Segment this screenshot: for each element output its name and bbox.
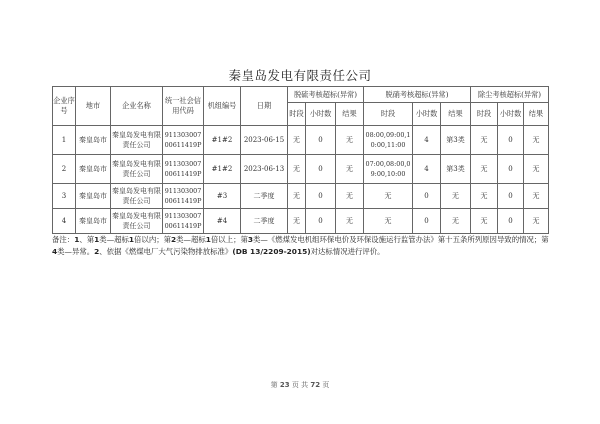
cell-dust-period: 无 <box>471 155 498 184</box>
cell-nox-period: 08:00,09:00,10:00,11:00 <box>364 126 413 155</box>
cell-credit-code: 91130300700611419P <box>163 209 204 234</box>
subheader-result: 结果 <box>441 103 471 126</box>
cell-credit-code: 91130300700611419P <box>163 126 204 155</box>
page-number: 23 <box>279 381 290 389</box>
cell-dust-result: 无 <box>524 155 549 184</box>
header-denitrification: 脱硝考核超标(异常) <box>364 87 471 103</box>
total-pages: 72 <box>310 381 321 389</box>
header-company: 企业名称 <box>111 87 163 126</box>
cell-so2-period: 无 <box>288 155 306 184</box>
header-city: 地市 <box>76 87 111 126</box>
note-number: 2 <box>171 235 177 244</box>
note-prefix: 备注： <box>52 235 75 244</box>
cell-so2-period: 无 <box>288 184 306 209</box>
header-row <box>53 87 549 103</box>
cell-nox-result: 第3类 <box>441 155 471 184</box>
cell-so2-hours: 0 <box>306 209 336 234</box>
cell-dust-hours: 0 <box>498 184 524 209</box>
cell-credit-code: 91130300700611419P <box>163 184 204 209</box>
cell-dust-result: 无 <box>524 184 549 209</box>
table-row <box>53 209 549 234</box>
cell-so2-hours: 0 <box>306 184 336 209</box>
note-text: 类—超标 <box>176 235 206 244</box>
cell-nox-hours: 0 <box>413 184 441 209</box>
cell-date: 2023-06-13 <box>241 155 288 184</box>
page-footer <box>0 380 600 390</box>
cell-unit-no: #3 <box>204 184 241 209</box>
cell-seq: 4 <box>53 209 76 234</box>
cell-company: 秦皇岛发电有限责任公司 <box>111 155 163 184</box>
cell-dust-period: 无 <box>471 126 498 155</box>
note-text: 对达标情况进行评价。 <box>310 247 385 256</box>
note-text: 倍以内；第 <box>134 235 171 244</box>
cell-nox-hours: 4 <box>413 126 441 155</box>
table-footnote <box>52 234 552 258</box>
cell-unit-no: #1#2 <box>204 126 241 155</box>
cell-company: 秦皇岛发电有限责任公司 <box>111 126 163 155</box>
cell-so2-result: 无 <box>336 209 364 234</box>
cell-nox-period: 07:00,08:00,09:00,10:00 <box>364 155 413 184</box>
cell-nox-result: 第3类 <box>441 126 471 155</box>
note-standard-code: (DB 13/2209-2015) <box>232 247 311 256</box>
note-text: 、依据《燃煤电厂大气污染物排放标准》 <box>99 247 233 256</box>
cell-city: 秦皇岛市 <box>76 184 111 209</box>
cell-nox-hours: 4 <box>413 155 441 184</box>
cell-nox-result: 无 <box>441 184 471 209</box>
cell-so2-hours: 0 <box>306 155 336 184</box>
cell-dust-hours: 0 <box>498 155 524 184</box>
cell-city: 秦皇岛市 <box>76 126 111 155</box>
subheader-period: 时段 <box>364 103 413 126</box>
subheader-hours: 小时数 <box>413 103 441 126</box>
cell-unit-no: #1#2 <box>204 155 241 184</box>
footer-text: 第 <box>270 381 278 389</box>
note-text: 类—异常。 <box>57 247 95 256</box>
cell-date: 二季度 <box>241 184 288 209</box>
subheader-period: 时段 <box>471 103 498 126</box>
footer-text: 页 共 <box>291 381 309 389</box>
cell-seq: 1 <box>53 126 76 155</box>
note-text: 类—超标 <box>99 235 129 244</box>
header-credit-code: 统一社会信用代码 <box>163 87 204 126</box>
subheader-hours: 小时数 <box>498 103 524 126</box>
cell-nox-period: 无 <box>364 184 413 209</box>
note-text: 、第 <box>79 235 95 244</box>
cell-date: 二季度 <box>241 209 288 234</box>
cell-dust-hours: 0 <box>498 126 524 155</box>
note-number: 1 <box>74 235 80 244</box>
cell-so2-result: 无 <box>336 126 364 155</box>
note-number: 3 <box>247 235 254 244</box>
header-date: 日期 <box>241 87 288 126</box>
cell-seq: 2 <box>53 155 76 184</box>
note-number: 4 <box>52 247 58 256</box>
note-number: 1 <box>205 235 211 244</box>
note-number: 1 <box>128 235 135 244</box>
cell-date: 2023-06-15 <box>241 126 288 155</box>
cell-dust-result: 无 <box>524 209 549 234</box>
header-seq: 企业序号 <box>53 87 76 126</box>
cell-so2-result: 无 <box>336 184 364 209</box>
cell-dust-period: 无 <box>471 209 498 234</box>
cell-nox-result: 无 <box>441 209 471 234</box>
cell-credit-code: 91130300700611419P <box>163 155 204 184</box>
subheader-period: 时段 <box>288 103 306 126</box>
cell-company: 秦皇岛发电有限责任公司 <box>111 209 163 234</box>
table-row <box>53 126 549 155</box>
note-number: 1 <box>94 235 100 244</box>
cell-dust-hours: 0 <box>498 209 524 234</box>
table-row <box>53 184 549 209</box>
note-text: 倍以上；第 <box>210 235 248 244</box>
header-desulfurization: 脱硫考核超标(异常) <box>288 87 364 103</box>
cell-so2-period: 无 <box>288 209 306 234</box>
cell-dust-period: 无 <box>471 184 498 209</box>
cell-so2-result: 无 <box>336 155 364 184</box>
cell-company: 秦皇岛发电有限责任公司 <box>111 184 163 209</box>
cell-seq: 3 <box>53 184 76 209</box>
footer-text: 页 <box>322 381 330 389</box>
cell-so2-period: 无 <box>288 126 306 155</box>
cell-city: 秦皇岛市 <box>76 209 111 234</box>
subheader-result: 结果 <box>336 103 364 126</box>
cell-dust-result: 无 <box>524 126 549 155</box>
note-number: 2 <box>94 247 100 256</box>
document-title: 秦皇岛发电有限责任公司 <box>228 68 372 83</box>
cell-nox-hours: 0 <box>413 209 441 234</box>
cell-nox-period: 无 <box>364 209 413 234</box>
cell-so2-hours: 0 <box>306 126 336 155</box>
subheader-result: 结果 <box>524 103 549 126</box>
subheader-hours: 小时数 <box>306 103 336 126</box>
table-row <box>53 155 549 184</box>
exceedance-table <box>52 86 549 234</box>
note-text: 类—《燃煤发电机组环保电价及环保设施运行监管办法》第十五条所列原因导致的情况；第 <box>253 235 549 244</box>
header-dust-removal: 除尘考核超标(异常) <box>471 87 549 103</box>
header-unit-no: 机组编号 <box>204 87 241 126</box>
cell-city: 秦皇岛市 <box>76 155 111 184</box>
cell-unit-no: #4 <box>204 209 241 234</box>
